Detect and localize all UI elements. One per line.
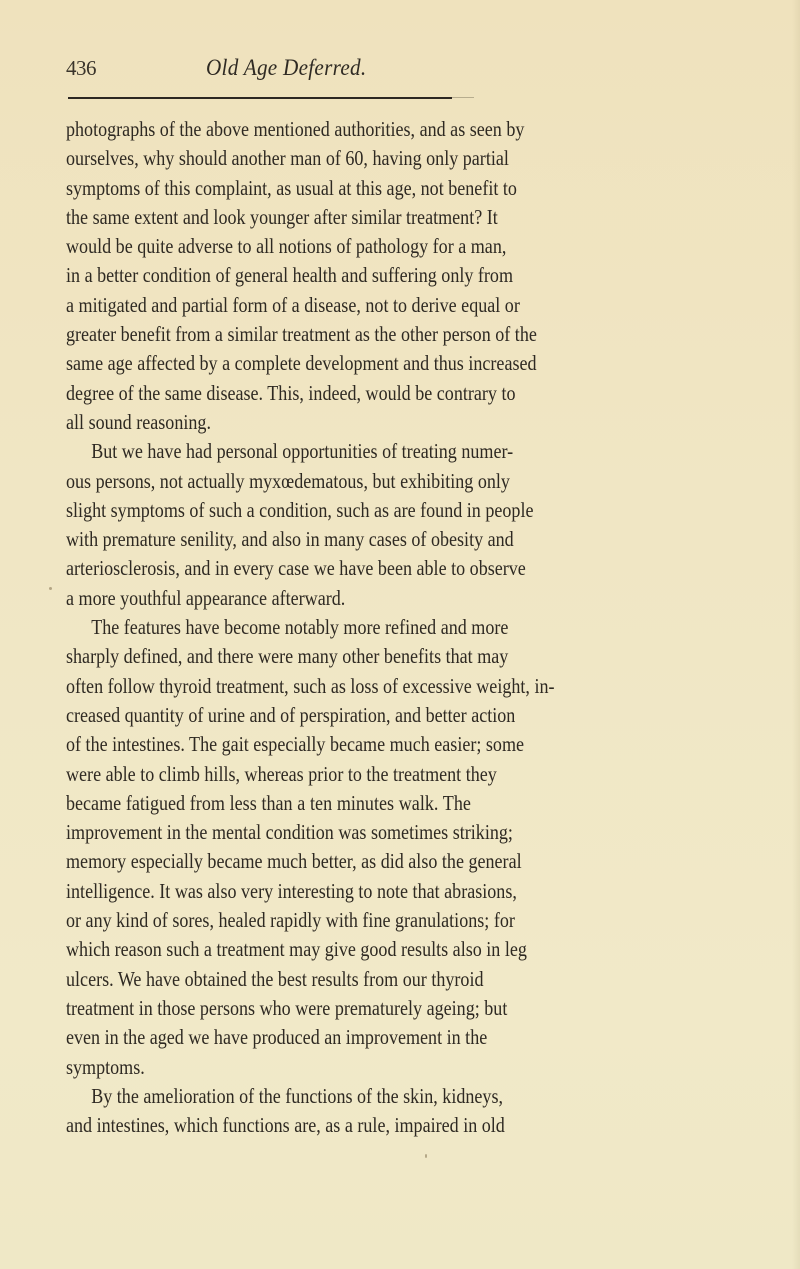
text-line: degree of the same disease. This, indeed, would be contrary to <box>66 380 516 405</box>
text-line: improvement in the mental condition was sometimes striking; <box>66 820 513 845</box>
header-rule-tail <box>452 97 474 98</box>
text-line: the same extent and look younger after similar treatment? It <box>66 204 498 229</box>
page-edge-shadow <box>792 0 800 1269</box>
text-line: ous persons, not actually myxœdematous, but exhibiting only <box>66 468 510 493</box>
text-line: photographs of the above mentioned authorities, and as seen by <box>66 117 525 141</box>
body-text <box>66 115 555 1140</box>
text-line: By the amelioration of the functions of the skin, kidneys, <box>91 1083 503 1108</box>
text-line: with premature senility, and also in many cases of obesity and <box>66 527 514 552</box>
text-line: of the intestines. The gait especially became much easier; some <box>66 732 525 757</box>
text-line: symptoms of this complaint, as usual at this age, not benefit to <box>66 175 517 200</box>
text-line: and intestines, which functions are, as a rule, impaired in old <box>66 1113 505 1138</box>
text-line: often follow thyroid treatment, such as loss of excessive weight, in- <box>66 673 555 698</box>
text-line: or any kind of sores, healed rapidly with fine granulations; for <box>66 908 515 933</box>
text-line: became fatigued from less than a ten minutes walk. The <box>66 790 471 815</box>
text-line: But we have had personal opportunities of treating numer- <box>91 439 514 464</box>
text-line: a more youthful appearance afterward. <box>66 585 346 610</box>
paragraph-1 <box>66 115 537 437</box>
text-line: a mitigated and partial form of a disease, not to derive equal or <box>66 292 520 317</box>
text-line: same age affected by a complete development and thus increased <box>66 351 537 376</box>
text-line: creased quantity of urine and of perspiration, and better action <box>66 702 516 727</box>
paragraph-4 <box>66 1082 505 1141</box>
text-line: were able to climb hills, whereas prior to the treatment they <box>66 761 497 786</box>
text-line: ourselves, why should another man of 60, having only partial <box>66 146 509 171</box>
text-line: which reason such a treatment may give good results also in leg <box>66 937 527 962</box>
page-number: 436 <box>66 56 96 80</box>
running-title: Old Age Deferred. <box>206 55 367 80</box>
text-line: The features have become notably more refined and more <box>91 615 509 640</box>
paragraph-2 <box>66 437 534 613</box>
text-line: symptoms. <box>66 1054 145 1079</box>
text-line: memory especially became much better, as did also the general <box>66 849 522 874</box>
text-line: greater benefit from a similar treatment as the other person of the <box>66 322 537 347</box>
header-rule <box>68 97 452 99</box>
text-line: arteriosclerosis, and in every case we have been able to observe <box>66 556 526 581</box>
text-line: all sound reasoning. <box>66 409 211 434</box>
text-line: intelligence. It was also very interesting to note that abrasions, <box>66 878 517 903</box>
paper-speck <box>49 587 52 590</box>
text-line: in a better condition of general health and suffering only from <box>66 263 514 288</box>
text-line: ulcers. We have obtained the best results from our thyroid <box>66 966 484 991</box>
text-line: even in the aged we have produced an improvement in the <box>66 1025 488 1050</box>
text-line: treatment in those persons who were prematurely ageing; but <box>66 995 508 1020</box>
text-line: sharply defined, and there were many other benefits that may <box>66 644 509 669</box>
paper-speck <box>425 1154 427 1158</box>
text-line: slight symptoms of such a condition, such as are found in people <box>66 497 534 522</box>
paragraph-3 <box>66 613 555 1082</box>
text-line: would be quite adverse to all notions of pathology for a man, <box>66 234 507 259</box>
running-head <box>66 56 506 86</box>
